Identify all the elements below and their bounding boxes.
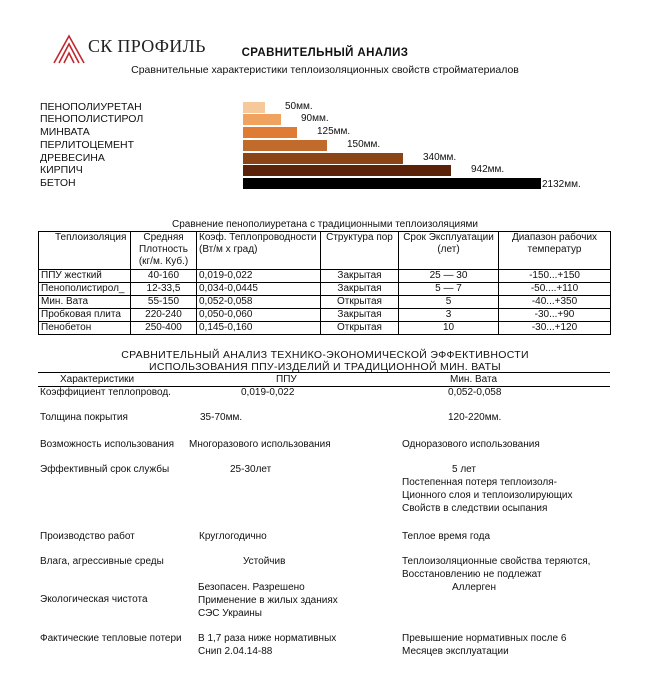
bar-label: ПЕРЛИТОЦЕМЕНТ [40,139,135,151]
company-name: СК ПРОФИЛЬ [88,36,206,56]
characteristic-label: Влага, агрессивные среды [40,556,164,567]
section-title: ИСПОЛЬЗОВАНИЯ ППУ-ИЗДЕЛИЙ И ТРАДИЦИОННОЙ МИН. ВАТЫ [149,361,501,373]
column-header: Срок Эксплуатации (лет) [399,232,499,270]
table-cell: Закрытая [321,270,399,283]
table-row [39,270,611,283]
table-cell: 0,034-0,0445 [197,283,321,296]
table-row [39,283,611,296]
ppu-value: Круглогодично [199,531,267,542]
minvata-value: 120-220мм. [448,412,502,423]
minvata-value: Теплоизоляционные свойства теряются, [402,556,591,567]
bar-label: ПЕНОПОЛИУРЕТАН [40,101,142,113]
page-title: СРАВНИТЕЛЬНЫЙ АНАЛИЗ [241,47,409,59]
bar-label: БЕТОН [40,177,76,189]
insulation-comparison-table [38,231,611,335]
table-cell: Пенополистирол_ [39,283,131,296]
characteristic-label: Толщина покрытия [40,412,128,423]
table-cell: 0,019-0,022 [197,270,321,283]
characteristic-label: Эффективный срок службы [40,464,170,475]
column-header: Характеристики [60,374,135,385]
bar-label: ДРЕВЕСИНА [40,152,105,164]
minvata-value: Аллерген [452,582,496,593]
minvata-value: Теплое время года [402,531,491,542]
bar-value-label: 150мм. [347,139,381,150]
table-cell: 5 [399,296,499,309]
table-cell: 40-160 [131,270,197,283]
table-cell: 10 [399,322,499,335]
ppu-value: Устойчив [243,556,286,567]
column-header: Коэф. Теплопроводности (Вт/м х град) [197,232,321,270]
thickness-bar [243,114,281,125]
table-cell: -50....+110 [499,283,611,296]
column-header: Мин. Вата [450,374,498,385]
ppu-value: СЭС Украины [198,608,262,619]
thickness-bar [243,127,297,138]
ppu-value: 35-70мм. [200,412,243,423]
table-row [39,296,611,309]
ppu-value: Снип 2.04.14-88 [198,646,273,657]
ppu-value: Многоразового использования [189,439,331,450]
minvata-value: Превышение нормативных после 6 [402,633,567,644]
thickness-bar [243,153,403,164]
bar-value-label: 90мм. [301,113,329,124]
bar-value-label: 125мм. [317,126,351,137]
table-row [39,322,611,335]
ppu-value: Применение в жилых зданиях [198,595,338,606]
table-cell: Пробковая плита [39,309,131,322]
table-cell: 12-33,5 [131,283,197,296]
section-title: СРАВНИТЕЛЬНЫЙ АНАЛИЗ ТЕХНИКО-ЭКОНОМИЧЕСКОЙ ЭФФЕКТИВНОСТИ [121,349,529,361]
table-header-row [39,232,611,270]
bar-value-label: 340мм. [423,152,457,163]
table-cell: Закрытая [321,283,399,296]
table2-header [38,372,610,387]
table-cell: 0,050-0,060 [197,309,321,322]
column-header: Структура пор [321,232,399,270]
table-cell: 55-150 [131,296,197,309]
ppu-value: 25-30лет [230,464,272,475]
thickness-bar [243,102,265,113]
table-cell: 0,145-0,160 [197,322,321,335]
table-cell: -30...+90 [499,309,611,322]
table-row [39,309,611,322]
bar-label: МИНВАТА [40,126,90,138]
characteristic-label: Фактические тепловые потери [40,633,182,644]
table1-caption: Сравнение пенополиуретана с традиционными теплоизоляциями [171,219,479,230]
bar-value-label: 2132мм. [542,179,581,190]
table-cell: 25 — 30 [399,270,499,283]
column-header: ППУ [276,374,297,385]
minvata-value: 0,052-0,058 [448,387,502,398]
characteristic-label: Коэффициент теплопровод. [40,387,171,398]
minvata-value: Свойств в следствии осыпания [402,503,548,514]
table-cell: Мин. Вата [39,296,131,309]
table-cell: -30...+120 [499,322,611,335]
table-cell: 0,052-0,058 [197,296,321,309]
table-cell: Закрытая [321,309,399,322]
table-cell: Открытая [321,296,399,309]
minvata-value: Постепенная потеря теплоизоля- [402,477,557,488]
bar-value-label: 942мм. [471,164,505,175]
minvata-value: Восстановлению не подлежат [402,569,542,580]
minvata-value: 5 лет [452,464,476,475]
table-cell: -40...+350 [499,296,611,309]
page-subtitle: Сравнительные характеристики теплоизоляционных свойств стройматериалов [131,64,519,76]
table-cell: 5 — 7 [399,283,499,296]
minvata-value: Одноразового использования [402,439,540,450]
ppu-value: В 1,7 раза ниже нормативных [198,633,337,644]
table-cell: 3 [399,309,499,322]
table-cell: Пенобетон [39,322,131,335]
bar-label: КИРПИЧ [40,164,83,176]
characteristic-label: Производство работ [40,531,135,542]
bar-value-label: 50мм. [285,101,313,112]
characteristic-label: Возможность использования [40,439,175,450]
thickness-bar [243,178,541,189]
table-cell: 250-400 [131,322,197,335]
characteristic-label: Экологическая чистота [40,594,148,605]
column-header: Теплоизоляция [39,232,131,270]
minvata-value: Месяцев эксплуатации [402,646,509,657]
bar-label: ПЕНОПОЛИСТИРОЛ [40,113,144,125]
table-cell: -150...+150 [499,270,611,283]
table-cell: ППУ жесткий [39,270,131,283]
ppu-value: Безопасен. Разрешено [198,582,305,593]
table-cell: 220-240 [131,309,197,322]
thickness-bar [243,140,327,151]
minvata-value: Ционного слоя и теплоизолирующих [402,490,573,501]
thickness-bar [243,165,451,176]
table-cell: Открытая [321,322,399,335]
ppu-value: 0,019-0,022 [241,387,295,398]
column-header: Средняя Плотность (кг/м. Куб.) [131,232,197,270]
column-header: Диапазон рабочих температур [499,232,611,270]
